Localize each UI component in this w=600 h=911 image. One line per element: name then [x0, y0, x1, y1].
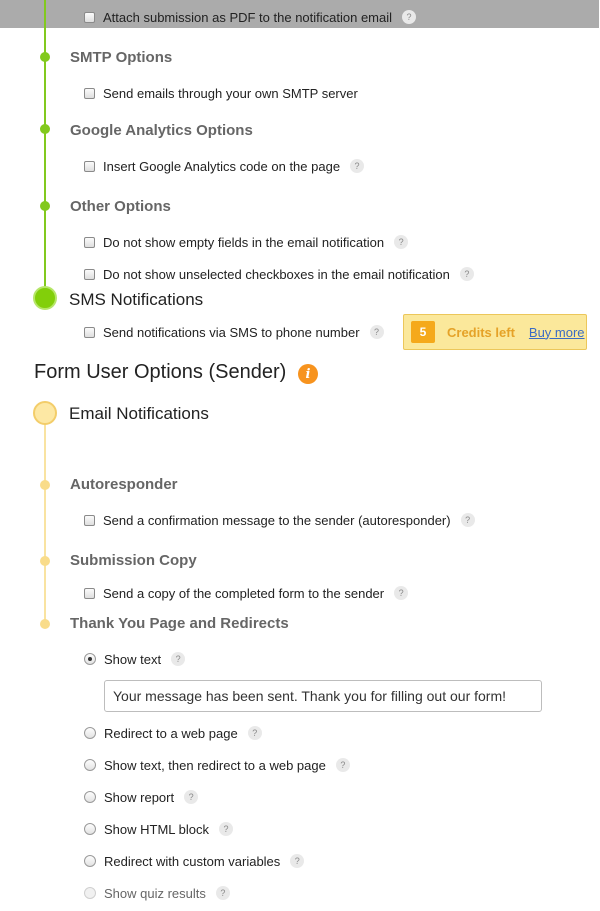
help-icon[interactable]: ?	[350, 159, 364, 173]
help-icon[interactable]: ?	[394, 586, 408, 600]
timeline-line-yellow	[44, 412, 46, 624]
timeline-dot-sms	[33, 286, 57, 310]
no-empty-fields-label: Do not show empty fields in the email notification	[103, 234, 385, 250]
email-notifications-title: Email Notifications	[69, 404, 209, 423]
help-icon[interactable]: ?	[460, 267, 474, 281]
attach-pdf-checkbox[interactable]	[84, 12, 95, 23]
sms-credits-box	[403, 314, 587, 350]
timeline-dot-email-notifications	[33, 401, 57, 425]
submission-copy-option[interactable]	[84, 584, 408, 602]
redirect-vars-radio[interactable]	[84, 855, 96, 867]
submission-copy-checkbox[interactable]	[84, 588, 95, 599]
analytics-label: Insert Google Analytics code on the page	[103, 158, 341, 174]
credits-count-badge: 5	[411, 321, 435, 343]
no-unselected-label: Do not show unselected checkboxes in the email notification	[103, 266, 450, 282]
redirect-page-radio[interactable]	[84, 727, 96, 739]
show-text-label: Show text	[104, 651, 162, 667]
redirect-vars-label: Redirect with custom variables	[104, 853, 281, 869]
analytics-title: Google Analytics Options	[70, 122, 253, 139]
text-then-redirect-radio[interactable]	[84, 759, 96, 771]
sms-option[interactable]	[84, 323, 384, 341]
show-text-radio[interactable]	[84, 653, 96, 665]
quiz-results-radio	[84, 887, 96, 899]
quiz-results-label: Show quiz results	[104, 885, 206, 901]
timeline-line-green	[44, 0, 46, 290]
sms-title: SMS Notifications	[69, 290, 204, 309]
help-icon[interactable]: ?	[461, 513, 475, 527]
info-icon[interactable]: i	[298, 364, 318, 384]
quiz-results-option	[84, 884, 230, 902]
analytics-checkbox[interactable]	[84, 161, 95, 172]
smtp-own-server-option[interactable]	[84, 84, 358, 102]
help-icon[interactable]: ?	[290, 854, 304, 868]
help-icon[interactable]: ?	[184, 790, 198, 804]
submission-copy-title: Submission Copy	[70, 552, 197, 569]
help-icon[interactable]: ?	[248, 726, 262, 740]
help-icon[interactable]: ?	[216, 886, 230, 900]
attach-pdf-option[interactable]	[84, 8, 416, 26]
show-text-option[interactable]	[84, 650, 185, 668]
no-unselected-option[interactable]	[84, 265, 474, 283]
buy-more-link[interactable]: Buy more	[528, 324, 585, 340]
sender-section-title: Form User Options (Sender)	[34, 361, 287, 383]
timeline-dot-thank-you	[40, 619, 50, 629]
show-report-option[interactable]	[84, 788, 198, 806]
show-report-radio[interactable]	[84, 791, 96, 803]
redirect-page-label: Redirect to a web page	[104, 725, 238, 741]
thank-you-title: Thank You Page and Redirects	[70, 615, 289, 632]
autoresponder-checkbox[interactable]	[84, 515, 95, 526]
smtp-own-server-label: Send emails through your own SMTP server	[103, 85, 358, 101]
no-unselected-checkbox[interactable]	[84, 269, 95, 280]
text-then-redirect-label: Show text, then redirect to a web page	[104, 757, 326, 773]
autoresponder-option[interactable]	[84, 511, 475, 529]
thank-you-message-input[interactable]: Your message has been sent. Thank you for filling out our form!	[104, 680, 542, 712]
submission-copy-label: Send a copy of the completed form to the sender	[103, 585, 385, 601]
no-empty-fields-checkbox[interactable]	[84, 237, 95, 248]
autoresponder-label: Send a confirmation message to the sender (autoresponder)	[103, 512, 451, 528]
credits-left-label: Credits left	[447, 324, 515, 340]
show-html-radio[interactable]	[84, 823, 96, 835]
help-icon[interactable]: ?	[402, 10, 416, 24]
timeline-dot-other	[40, 201, 50, 211]
sms-label: Send notifications via SMS to phone number	[103, 324, 360, 340]
no-empty-fields-option[interactable]	[84, 233, 408, 251]
attach-pdf-label: Attach submission as PDF to the notification email	[103, 9, 393, 25]
smtp-checkbox[interactable]	[84, 88, 95, 99]
timeline-dot-submission-copy	[40, 556, 50, 566]
sms-checkbox[interactable]	[84, 327, 95, 338]
other-options-title: Other Options	[70, 198, 171, 215]
help-icon[interactable]: ?	[219, 822, 233, 836]
timeline-dot-autoresponder	[40, 480, 50, 490]
help-icon[interactable]: ?	[370, 325, 384, 339]
show-html-label: Show HTML block	[104, 821, 209, 837]
show-html-option[interactable]	[84, 820, 233, 838]
text-then-redirect-option[interactable]	[84, 756, 350, 774]
show-report-label: Show report	[104, 789, 175, 805]
help-icon[interactable]: ?	[171, 652, 185, 666]
timeline-dot-smtp	[40, 52, 50, 62]
redirect-page-option[interactable]	[84, 724, 262, 742]
help-icon[interactable]: ?	[336, 758, 350, 772]
smtp-title: SMTP Options	[70, 49, 173, 66]
redirect-vars-option[interactable]	[84, 852, 304, 870]
timeline-dot-analytics	[40, 124, 50, 134]
autoresponder-title: Autoresponder	[70, 476, 178, 493]
analytics-option[interactable]	[84, 157, 364, 175]
help-icon[interactable]: ?	[394, 235, 408, 249]
